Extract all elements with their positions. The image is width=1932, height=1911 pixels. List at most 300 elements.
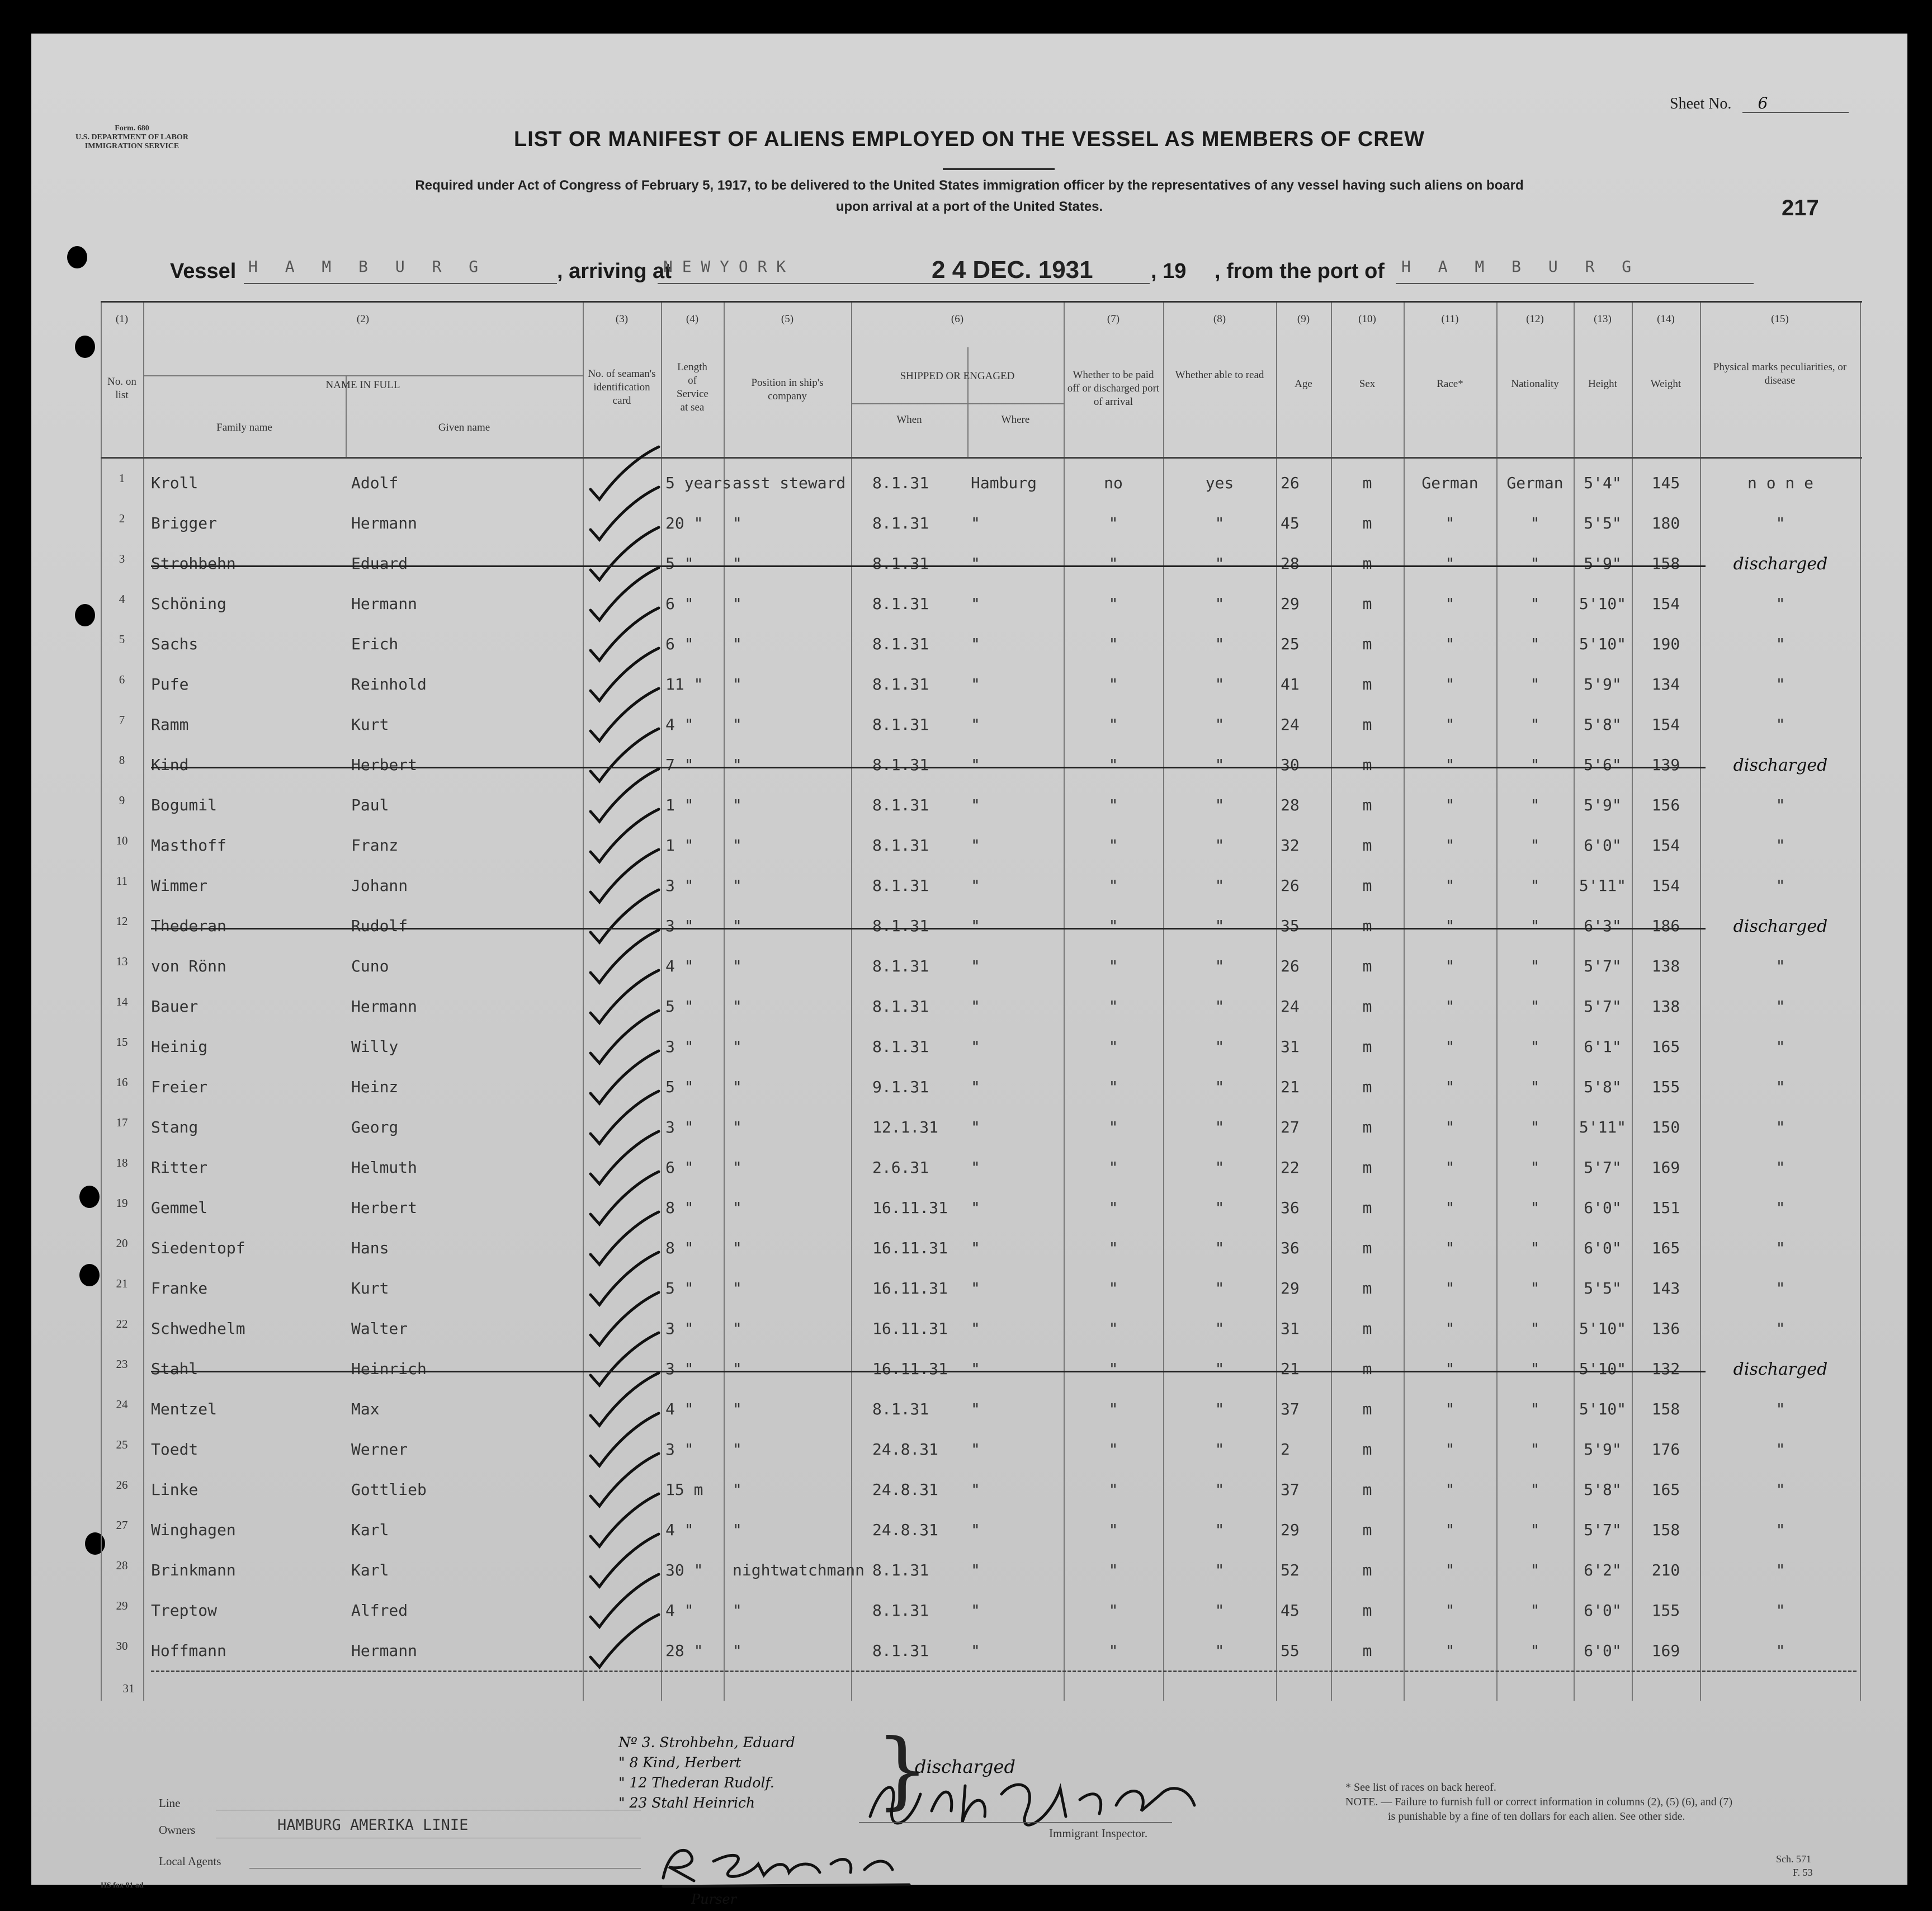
cell-read: ": [1215, 1360, 1225, 1378]
cell-age: 25: [1281, 635, 1300, 653]
strike-through-line: [151, 1371, 1706, 1372]
cell-where: ": [971, 1078, 980, 1096]
cell-given: Hans: [351, 1239, 389, 1257]
table-row: [101, 1474, 1862, 1514]
cell-read: ": [1215, 1319, 1225, 1338]
cell-weight: 151: [1651, 1198, 1680, 1217]
cell-family: Schöning: [151, 594, 226, 613]
cell-service: 3 ": [665, 876, 694, 895]
cell-sex: m: [1362, 1601, 1372, 1620]
cell-race: ": [1445, 1601, 1455, 1620]
cell-service: 3 ": [665, 1440, 694, 1459]
cell-position: ": [733, 554, 742, 573]
header-length-service: Length of Service at sea: [677, 361, 708, 413]
cell-height: 6'0": [1584, 1239, 1622, 1257]
owners-value: HAMBURG AMERIKA LINIE: [277, 1816, 469, 1834]
cell-service: 20 ": [665, 514, 703, 532]
cell-nationality: ": [1530, 1319, 1540, 1338]
cell-nationality: ": [1530, 756, 1540, 774]
col-number: (4): [686, 313, 699, 325]
cell-age: 24: [1281, 715, 1300, 734]
cell-age: 31: [1281, 1319, 1300, 1338]
cell-no: 8: [119, 753, 125, 767]
cell-read: ": [1215, 1521, 1225, 1539]
cell-marks: discharged: [1733, 917, 1828, 936]
cell-family: Treptow: [151, 1601, 218, 1620]
cell-nationality: ": [1530, 796, 1540, 814]
table-row: [101, 1554, 1862, 1594]
cell-nationality: ": [1530, 1037, 1540, 1056]
cell-marks: ": [1775, 675, 1785, 693]
cell-read: ": [1215, 997, 1225, 1016]
cell-read: ": [1215, 1561, 1225, 1579]
header-when: When: [896, 414, 922, 426]
cell-marks: ": [1775, 836, 1785, 855]
cell-given: Reinhold: [351, 675, 427, 693]
cell-weight: 145: [1651, 474, 1680, 492]
local-agents-label: Local Agents: [159, 1855, 221, 1868]
cell-given: Walter: [351, 1319, 408, 1338]
cell-where: ": [971, 876, 980, 895]
cell-position: ": [733, 1440, 742, 1459]
table-row: [101, 1192, 1862, 1232]
cell-weight: 210: [1651, 1561, 1680, 1579]
cell-given: Werner: [351, 1440, 408, 1459]
cell-paid: ": [1108, 1360, 1118, 1378]
cell-paid: ": [1108, 1118, 1118, 1136]
cell-when: 8.1.31: [872, 1601, 929, 1620]
cell-paid: ": [1108, 1521, 1118, 1539]
cell-position: ": [733, 1400, 742, 1418]
cell-height: 5'4": [1584, 474, 1622, 492]
cell-height: 5'10": [1579, 635, 1627, 653]
cell-age: 22: [1281, 1158, 1300, 1177]
cell-when: 8.1.31: [872, 1037, 929, 1056]
cell-service: 5 ": [665, 1078, 694, 1096]
cell-race: ": [1445, 1078, 1455, 1096]
cell-service: 28 ": [665, 1641, 703, 1660]
cell-where: ": [971, 514, 980, 532]
cell-marks: ": [1775, 1239, 1785, 1257]
cell-when: 9.1.31: [872, 1078, 929, 1096]
cell-no: 24: [116, 1398, 128, 1411]
table-row: [101, 950, 1862, 990]
cell-no: 29: [116, 1599, 128, 1612]
cell-when: 12.1.31: [872, 1118, 939, 1136]
col-number: (3): [615, 313, 629, 325]
table-row: [101, 467, 1862, 507]
header-id-card: No. of seaman's identification card: [588, 368, 656, 407]
cell-sex: m: [1362, 1239, 1372, 1257]
cell-service: 15 m: [665, 1480, 703, 1499]
cell-when: 8.1.31: [872, 957, 929, 975]
cell-given: Adolf: [351, 474, 399, 492]
cell-sex: m: [1362, 715, 1372, 734]
discharged-note-line: " 23 Stahl Heinrich: [618, 1795, 755, 1811]
cell-service: 1 ": [665, 836, 694, 855]
cell-marks: ": [1775, 957, 1785, 975]
cell-when: 8.1.31: [872, 474, 929, 492]
cell-weight: 165: [1651, 1037, 1680, 1056]
cell-marks: ": [1775, 1601, 1785, 1620]
cell-height: 5'7": [1584, 1521, 1622, 1539]
header-physical-marks: Physical marks peculiarities, or disease: [1713, 361, 1847, 386]
cell-position: ": [733, 836, 742, 855]
cell-sex: m: [1362, 756, 1372, 774]
cell-paid: ": [1108, 675, 1118, 693]
cell-service: 8 ": [665, 1198, 694, 1217]
end-of-list-rule: [151, 1671, 1857, 1672]
cell-no: 12: [116, 914, 128, 928]
cell-marks: ": [1775, 1158, 1785, 1177]
cell-position: ": [733, 1239, 742, 1257]
cell-sex: m: [1362, 1521, 1372, 1539]
cell-position: ": [733, 796, 742, 814]
cell-sex: m: [1362, 957, 1372, 975]
cell-position: ": [733, 997, 742, 1016]
purser-label: Purser: [691, 1891, 737, 1907]
cell-paid: ": [1108, 1279, 1118, 1297]
punch-hole: [79, 1264, 100, 1286]
cell-service: 11 ": [665, 675, 703, 693]
cell-race: ": [1445, 1400, 1455, 1418]
discharged-note-line: " 12 Thederan Rudolf.: [618, 1775, 774, 1791]
cell-no: 6: [119, 673, 125, 686]
cell-when: 8.1.31: [872, 756, 929, 774]
cell-read: yes: [1205, 474, 1234, 492]
cell-weight: 132: [1651, 1360, 1680, 1378]
cell-family: Kind: [151, 756, 189, 774]
cell-weight: 190: [1651, 635, 1680, 653]
table-row: [101, 1353, 1862, 1393]
cell-nationality: ": [1530, 1158, 1540, 1177]
manifest-page: [31, 34, 1907, 1907]
cell-position: ": [733, 514, 742, 532]
cell-paid: ": [1108, 594, 1118, 613]
cell-sex: m: [1362, 876, 1372, 895]
cell-marks: ": [1775, 594, 1785, 613]
cell-when: 8.1.31: [872, 1641, 929, 1660]
crew-manifest-table: [101, 301, 1862, 1701]
punch-hole: [67, 246, 87, 268]
cell-position: ": [733, 957, 742, 975]
cell-position: ": [733, 1198, 742, 1217]
cell-height: 6'0": [1584, 836, 1622, 855]
cell-position: ": [733, 756, 742, 774]
cell-read: ": [1215, 917, 1225, 935]
cell-paid: ": [1108, 1239, 1118, 1257]
cell-family: Thederan: [151, 917, 226, 935]
discharged-note-line: " 8 Kind, Herbert: [618, 1754, 741, 1771]
table-row: [101, 1313, 1862, 1353]
header-sex: Sex: [1359, 378, 1376, 390]
cell-marks: ": [1775, 1561, 1785, 1579]
cell-read: ": [1215, 1641, 1225, 1660]
cell-read: ": [1215, 594, 1225, 613]
cell-marks: ": [1775, 1198, 1785, 1217]
cell-sex: m: [1362, 675, 1372, 693]
cell-no: 19: [116, 1196, 128, 1210]
cell-position: ": [733, 635, 742, 653]
cell-position: ": [733, 1158, 742, 1177]
cell-weight: 158: [1651, 1521, 1680, 1539]
cell-when: 16.11.31: [872, 1360, 948, 1378]
cell-no: 11: [116, 874, 128, 888]
cell-weight: 136: [1651, 1319, 1680, 1338]
cell-height: 5'5": [1584, 514, 1622, 532]
cell-where: ": [971, 1360, 980, 1378]
cell-race: ": [1445, 1360, 1455, 1378]
cell-read: ": [1215, 554, 1225, 573]
cell-height: 5'9": [1584, 554, 1622, 573]
cell-given: Heinrich: [351, 1360, 427, 1378]
cell-paid: ": [1108, 917, 1118, 935]
table-row: [101, 990, 1862, 1031]
cell-when: 8.1.31: [872, 997, 929, 1016]
cell-where: ": [971, 957, 980, 975]
table-row: [101, 709, 1862, 749]
form-number: Form. 680 U.S. DEPARTMENT OF LABOR IMMIGRATION SERVICE: [75, 124, 188, 150]
cell-sex: m: [1362, 1158, 1372, 1177]
cell-race: ": [1445, 554, 1455, 573]
cell-service: 3 ": [665, 917, 694, 935]
cell-race: ": [1445, 1239, 1455, 1257]
cell-sex: m: [1362, 997, 1372, 1016]
cell-where: ": [971, 1601, 980, 1620]
cell-read: ": [1215, 1198, 1225, 1217]
cell-read: ": [1215, 1480, 1225, 1499]
cell-where: ": [971, 1641, 980, 1660]
cell-service: 30 ": [665, 1561, 703, 1579]
table-row: [101, 749, 1862, 789]
cell-nationality: ": [1530, 1118, 1540, 1136]
cell-no: 10: [116, 834, 128, 847]
header-height: Height: [1588, 378, 1617, 390]
cell-read: ": [1215, 514, 1225, 532]
col-number: (9): [1297, 313, 1310, 325]
cell-where: ": [971, 1400, 980, 1418]
cell-weight: 176: [1651, 1440, 1680, 1459]
cell-where: ": [971, 756, 980, 774]
cell-family: Kroll: [151, 474, 199, 492]
cell-given: Hermann: [351, 594, 418, 613]
cell-age: 32: [1281, 836, 1300, 855]
cell-age: 26: [1281, 957, 1300, 975]
cell-nationality: ": [1530, 1400, 1540, 1418]
cell-where: ": [971, 1561, 980, 1579]
table-row: [101, 1433, 1862, 1474]
cell-when: 8.1.31: [872, 1400, 929, 1418]
cell-age: 29: [1281, 1279, 1300, 1297]
cell-position: ": [733, 1078, 742, 1096]
cell-height: 5'6": [1584, 756, 1622, 774]
cell-when: 16.11.31: [872, 1239, 948, 1257]
cell-given: Karl: [351, 1561, 389, 1579]
cell-position: ": [733, 715, 742, 734]
cell-sex: m: [1362, 1279, 1372, 1297]
header-where: Where: [1001, 414, 1030, 426]
cell-marks: discharged: [1733, 554, 1828, 574]
cell-paid: ": [1108, 836, 1118, 855]
table-row: [101, 789, 1862, 829]
cell-family: Mentzel: [151, 1400, 218, 1418]
table-row: [101, 1031, 1862, 1071]
strike-through-line: [151, 565, 1706, 567]
punch-hole: [75, 336, 95, 358]
brace: }: [876, 1721, 929, 1819]
year-label: , 19: [1151, 259, 1187, 283]
cell-age: 2: [1281, 1440, 1290, 1459]
cell-sex: m: [1362, 1037, 1372, 1056]
cell-paid: ": [1108, 1198, 1118, 1217]
cell-sex: m: [1362, 1319, 1372, 1338]
strike-through-line: [151, 928, 1706, 929]
cell-sex: m: [1362, 635, 1372, 653]
cell-read: ": [1215, 957, 1225, 975]
cell-weight: 158: [1651, 1400, 1680, 1418]
cell-family: Sachs: [151, 635, 199, 653]
cell-nationality: ": [1530, 1601, 1540, 1620]
cell-race: ": [1445, 1319, 1455, 1338]
cell-given: Heinz: [351, 1078, 399, 1096]
cell-family: Linke: [151, 1480, 199, 1499]
cell-height: 5'10": [1579, 1400, 1627, 1418]
cell-nationality: ": [1530, 514, 1540, 532]
cell-family: Bogumil: [151, 796, 218, 814]
cell-when: 8.1.31: [872, 554, 929, 573]
cell-given: Georg: [351, 1118, 399, 1136]
discharged-note: [618, 1733, 795, 1813]
cell-service: 6 ": [665, 1158, 694, 1177]
table-row: [101, 1393, 1862, 1433]
cell-paid: no: [1104, 474, 1123, 492]
cell-when: 24.8.31: [872, 1521, 939, 1539]
cell-when: 16.11.31: [872, 1319, 948, 1338]
table-row: [101, 870, 1862, 910]
vessel-label: Vessel: [170, 259, 237, 283]
cell-height: 5'9": [1584, 796, 1622, 814]
cell-family: von Rönn: [151, 957, 226, 975]
cell-no: 7: [119, 713, 125, 726]
punch-hole: [79, 1186, 100, 1208]
cell-service: 5 ": [665, 1279, 694, 1297]
cell-nationality: ": [1530, 635, 1540, 653]
cell-paid: ": [1108, 756, 1118, 774]
cell-sex: m: [1362, 1360, 1372, 1378]
cell-paid: ": [1108, 1037, 1118, 1056]
cell-family: Pufe: [151, 675, 189, 693]
cell-service: 3 ": [665, 1118, 694, 1136]
cell-where: ": [971, 675, 980, 693]
page-title: LIST OR MANIFEST OF ALIENS EMPLOYED ON THE VESSEL AS MEMBERS OF CREW: [514, 128, 1425, 151]
cell-no: 18: [116, 1156, 128, 1169]
cell-no: 30: [116, 1639, 128, 1653]
cell-marks: ": [1775, 1279, 1785, 1297]
cell-sex: m: [1362, 474, 1372, 492]
cell-paid: ": [1108, 796, 1118, 814]
col-number: (8): [1213, 313, 1226, 325]
cell-read: ": [1215, 675, 1225, 693]
cell-marks: ": [1775, 1118, 1785, 1136]
cell-race: ": [1445, 1641, 1455, 1660]
cell-paid: ": [1108, 1319, 1118, 1338]
cell-when: 8.1.31: [872, 635, 929, 653]
cell-paid: ": [1108, 1641, 1118, 1660]
cell-when: 24.8.31: [872, 1440, 939, 1459]
cell-paid: ": [1108, 554, 1118, 573]
cell-height: 5'11": [1579, 1118, 1627, 1136]
cell-weight: 150: [1651, 1118, 1680, 1136]
cell-where: ": [971, 836, 980, 855]
cell-family: Wimmer: [151, 876, 208, 895]
owners-label: Owners: [159, 1823, 196, 1837]
cell-age: 27: [1281, 1118, 1300, 1136]
cell-paid: ": [1108, 997, 1118, 1016]
cell-position: ": [733, 1601, 742, 1620]
cell-height: 5'8": [1584, 715, 1622, 734]
cell-marks: ": [1775, 1480, 1785, 1499]
cell-weight: 139: [1651, 756, 1680, 774]
cell-nationality: ": [1530, 1279, 1540, 1297]
cell-position: ": [733, 1037, 742, 1056]
cell-race: ": [1445, 1158, 1455, 1177]
cell-sex: m: [1362, 836, 1372, 855]
footnote-races: * See list of races on back hereof.: [1345, 1781, 1496, 1794]
cell-service: 5 years: [665, 474, 732, 492]
cell-height: 5'7": [1584, 957, 1622, 975]
cell-race: ": [1445, 635, 1455, 653]
cell-age: 45: [1281, 514, 1300, 532]
inspector-signature: [859, 1772, 1217, 1833]
cell-age: 52: [1281, 1561, 1300, 1579]
cell-where: ": [971, 1319, 980, 1338]
cell-where: ": [971, 635, 980, 653]
cell-family: Masthoff: [151, 836, 226, 855]
row-number-empty: 31: [122, 1682, 135, 1695]
cell-read: ": [1215, 836, 1225, 855]
cell-race: ": [1445, 715, 1455, 734]
cell-no: 25: [116, 1438, 128, 1451]
cell-no: 26: [116, 1478, 128, 1492]
cell-position: ": [733, 1480, 742, 1499]
cell-weight: 165: [1651, 1480, 1680, 1499]
col-number: (2): [356, 313, 370, 325]
cell-no: 9: [119, 794, 125, 807]
cell-marks: ": [1775, 635, 1785, 653]
cell-family: Stahl: [151, 1360, 199, 1378]
cell-race: ": [1445, 1279, 1455, 1297]
cell-nationality: ": [1530, 1561, 1540, 1579]
cell-family: Ramm: [151, 715, 189, 734]
cell-service: 8 ": [665, 1239, 694, 1257]
from-port: H A M B U R G: [1401, 257, 1641, 276]
cell-when: 8.1.31: [872, 715, 929, 734]
cell-weight: 158: [1651, 554, 1680, 573]
cell-race: German: [1421, 474, 1478, 492]
cell-position: ": [733, 1118, 742, 1136]
cell-weight: 169: [1651, 1641, 1680, 1660]
cell-weight: 134: [1651, 675, 1680, 693]
cell-family: Brinkmann: [151, 1561, 236, 1579]
form-f-number: F. 53: [1793, 1867, 1813, 1878]
header-given-name: Given name: [438, 422, 490, 433]
cell-race: ": [1445, 1561, 1455, 1579]
col-number: (13): [1594, 313, 1612, 325]
cell-family: Brigger: [151, 514, 218, 532]
col-number: (11): [1441, 313, 1459, 325]
cell-nationality: ": [1530, 1239, 1540, 1257]
cell-race: ": [1445, 836, 1455, 855]
